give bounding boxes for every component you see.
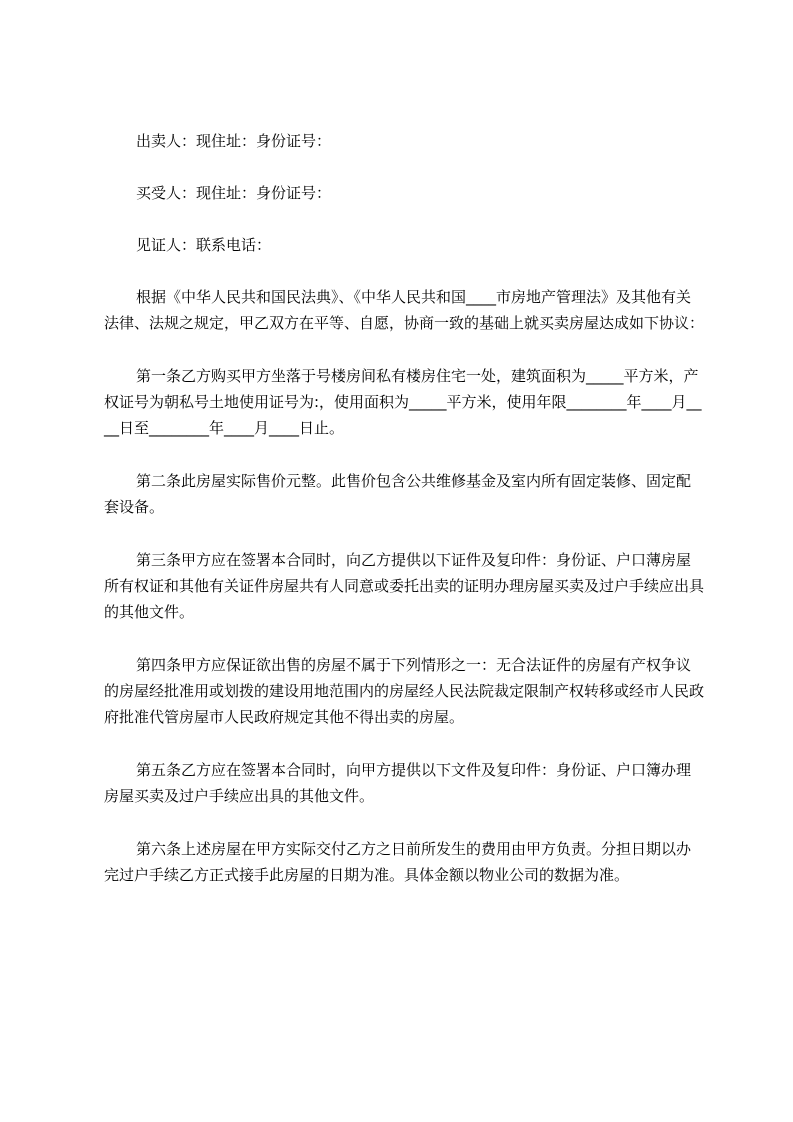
article-3: 第三条甲方应在签署本合同时，向乙方提供以下证件及复印件：身份证、户口薄房屋所有权证和其他有关证件房屋共有人同意或委托出卖的证明办理房屋买卖及过户手续应出具的其他文件。: [104, 551, 705, 621]
article-5: 第五条乙方应在签署本合同时，向甲方提供以下文件及复印件：身份证、户口簿办理房屋买卖及过户手续应出具的其他文件。: [104, 761, 692, 805]
document-body: [104, 128, 704, 888]
article-6: 第六条上述房屋在甲方实际交付乙方之日前所发生的费用由甲方负责。分担日期以办完过户手续乙方正式接手此房屋的日期为准。具体金额以物业公司的数据为准。: [104, 840, 692, 884]
buyer-line: 买受人：现住址：身份证号：: [136, 184, 332, 202]
article-2: 第二条此房屋实际售价元整。此售价包含公共维修基金及室内所有固定装修、固定配套设备。: [104, 472, 692, 516]
seller-line: 出卖人：现住址：身份证号：: [136, 132, 332, 150]
witness-line: 见证人：联系电话：: [136, 236, 272, 254]
article-1: 第一条乙方购买甲方坐落于号楼房间私有楼房住宅一处，建筑面积为_____平方米，产权证号为朝私号土地使用证号为:，使用面积为_____平方米，使用年限________年____月____日至________年____月____日止。: [104, 367, 702, 437]
intro-paragraph: 根据《中华人民共和国民法典》、《中华人民共和国____市房地产管理法》及其他有关法律、法规之规定，甲乙双方在平等、自愿，协商一致的基础上就买卖房屋达成如下协议：: [104, 288, 705, 332]
article-4: 第四条甲方应保证欲出售的房屋不属于下列情形之一：无合法证件的房屋有产权争议的房屋经批准用或划拨的建设用地范围内的房屋经人民法院裁定限制产权转移或经市人民政府批准代管房屋市人民政府规定其他不得出卖的房屋。: [104, 656, 705, 726]
